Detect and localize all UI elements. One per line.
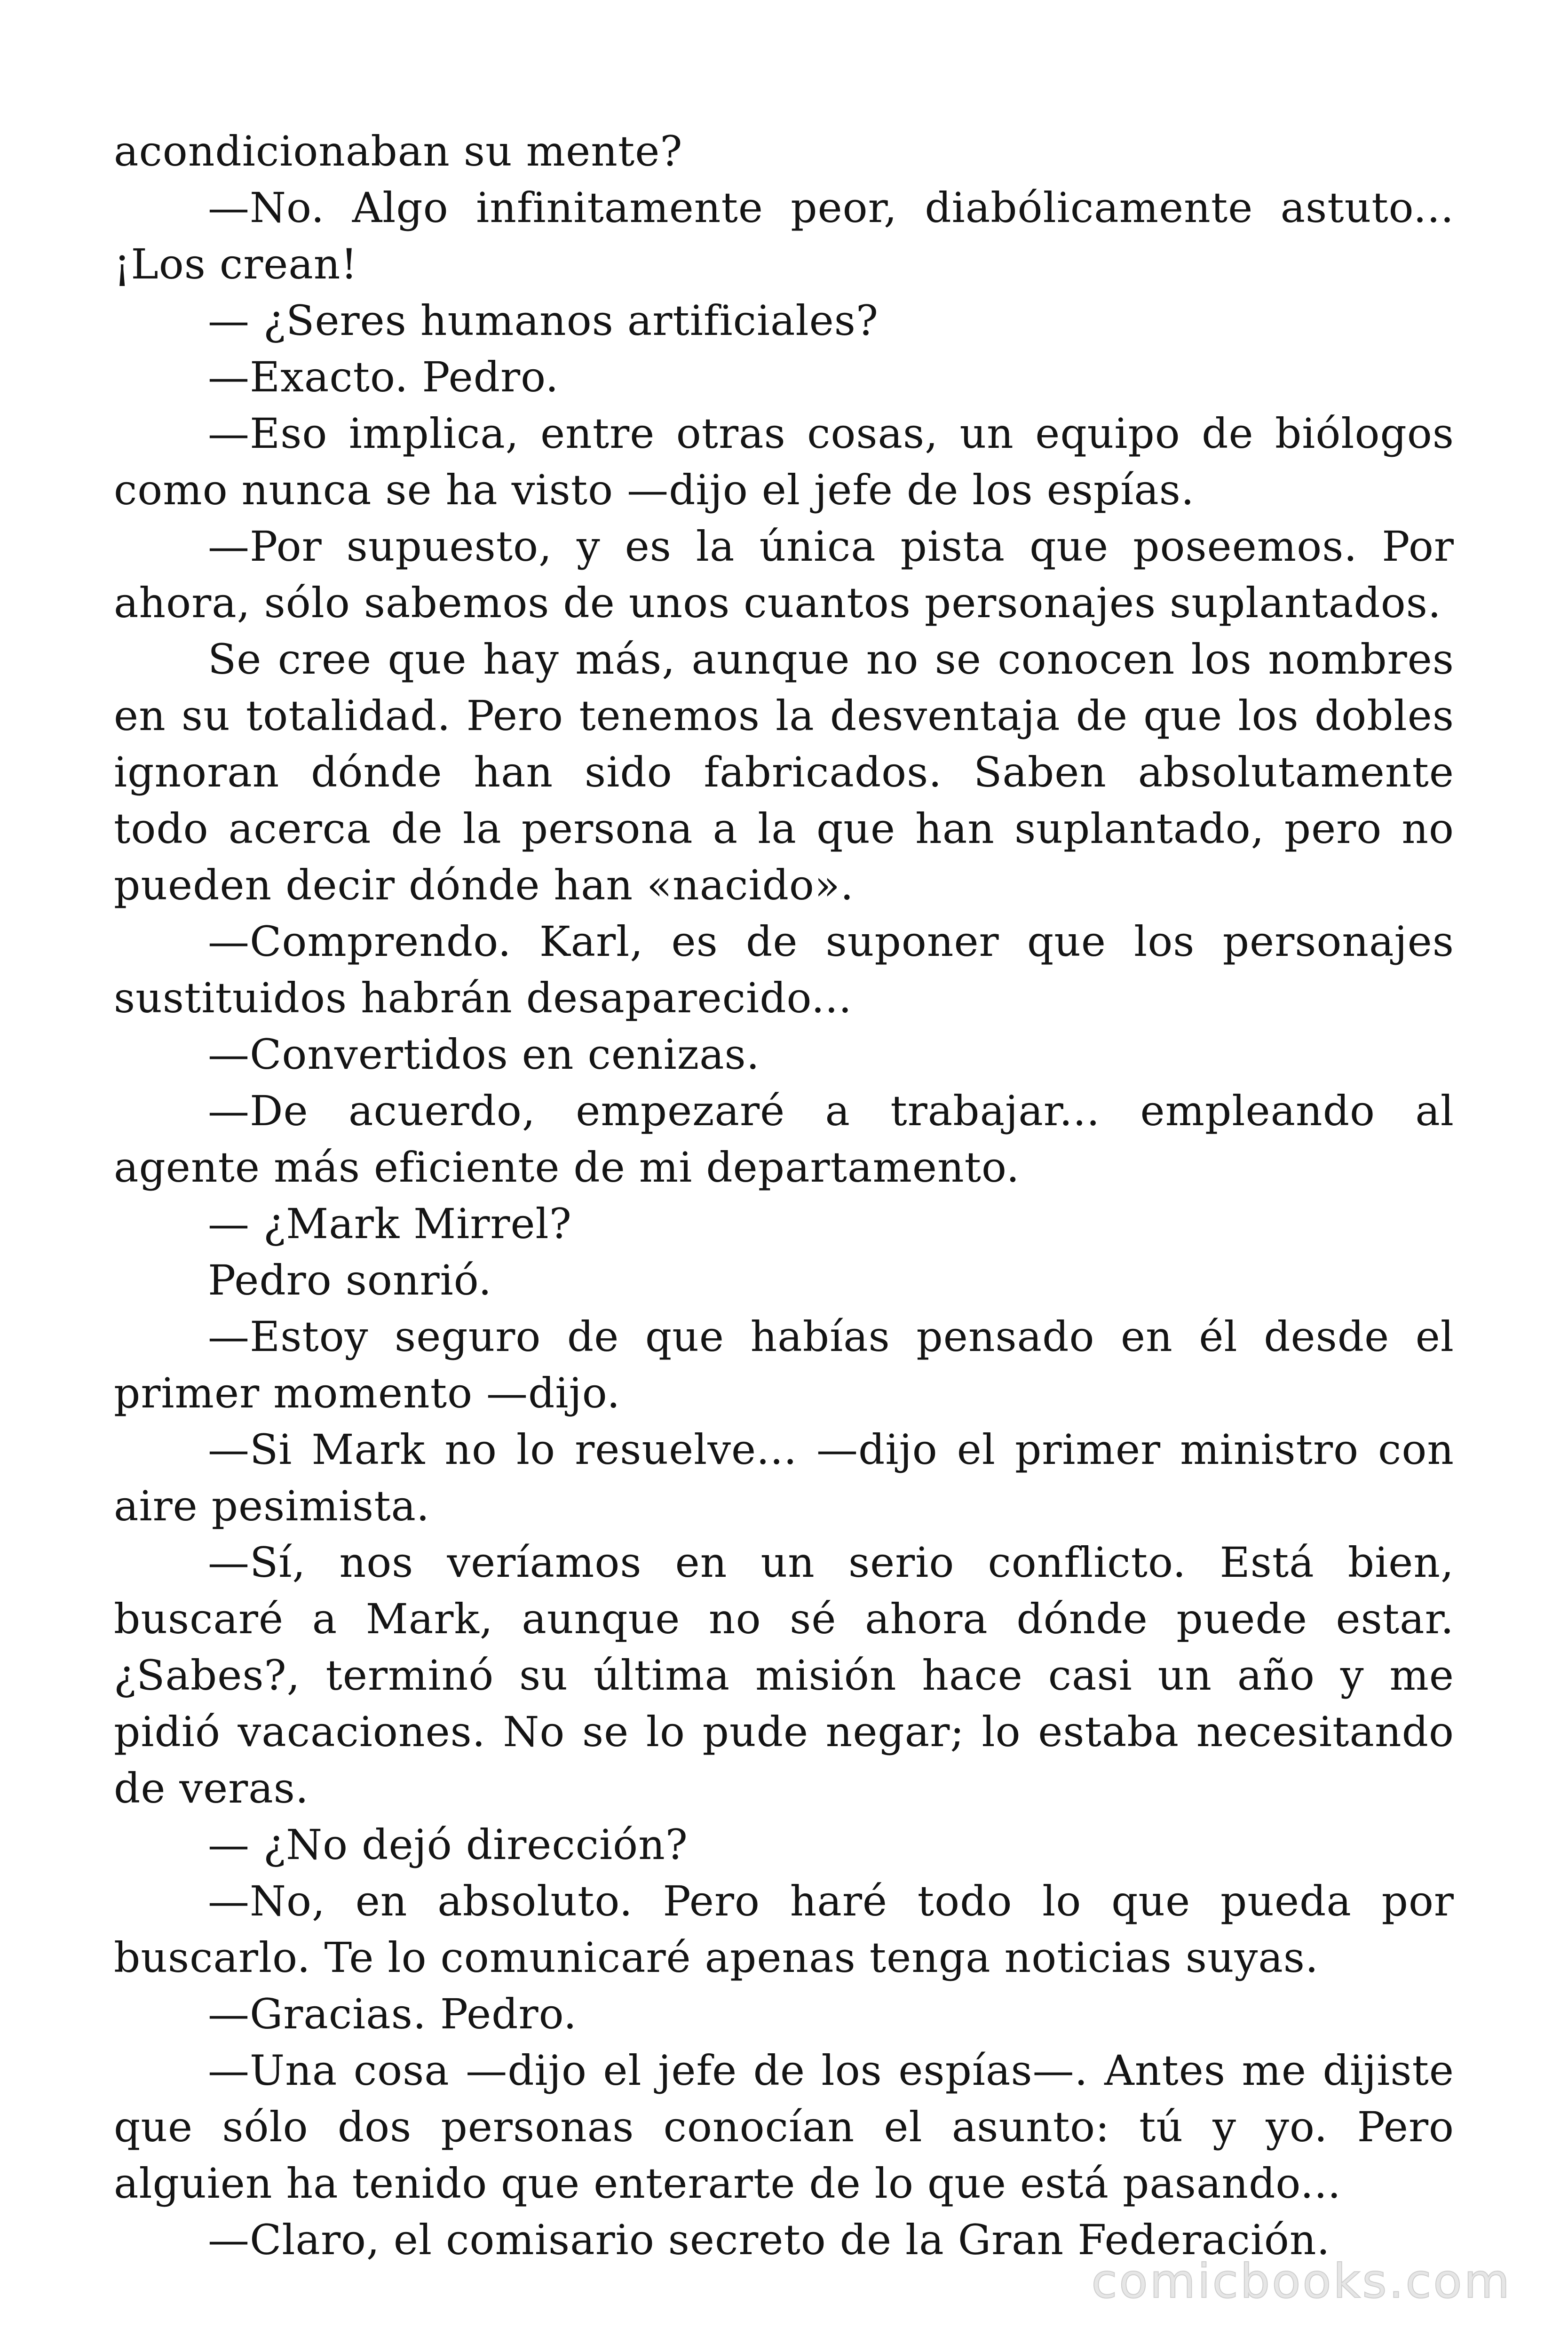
watermark-text: comicbooks.com — [1091, 2254, 1512, 2309]
paragraph-15: —Sí, nos veríamos en un serio conflicto. Está bien, buscaré a Mark, aunque no sé ahora dónde puede estar. ¿Sabes?, terminó su última misión hace casi un año y me pidió vacaciones. No se lo pude negar; lo estaba necesitando de veras. — [114, 1538, 1454, 1812]
paragraph-4: —Exacto. Pedro. — [208, 353, 559, 401]
paragraph-6: —Por supuesto, y es la única pista que poseemos. Por ahora, sólo sabemos de unos cuantos personajes suplantados. — [114, 522, 1454, 627]
paragraph-9: —Convertidos en cenizas. — [208, 1030, 760, 1079]
paragraph-12: Pedro sonrió. — [208, 1256, 492, 1304]
paragraph-20: —Claro, el comisario secreto de la Gran Federación. — [208, 2216, 1330, 2264]
paragraph-14: —Si Mark no lo resuelve... —dijo el primer ministro con aire pesimista. — [114, 1425, 1454, 1530]
paragraph-16: — ¿No dejó dirección? — [208, 1820, 688, 1869]
paragraph-5: —Eso implica, entre otras cosas, un equipo de biólogos como nunca se ha visto —dijo el jefe de los espías. — [114, 409, 1454, 514]
paragraph-18: —Gracias. Pedro. — [208, 1990, 577, 2038]
paragraph-19: —Una cosa —dijo el jefe de los espías—. Antes me dijiste que sólo dos personas conocían el asunto: tú y yo. Pero alguien ha tenido que enterarte de lo que está pasando... — [114, 2046, 1454, 2208]
paragraph-7: Se cree que hay más, aunque no se conocen los nombres en su totalidad. Pero tenemos la desventaja de que los dobles ignoran dónde han sido fabricados. Saben absolutamente todo acerca de la persona a la que han suplantado, pero no pueden decir dónde han «nacido». — [114, 635, 1454, 909]
paragraph-1: acondicionaban su mente? — [114, 127, 683, 175]
paragraph-13: —Estoy seguro de que habías pensado en él desde el primer momento —dijo. — [114, 1312, 1454, 1417]
paragraph-2: —No. Algo infinitamente peor, diabólicamente astuto... ¡Los crean! — [114, 183, 1454, 288]
paragraph-8: —Comprendo. Karl, es de suponer que los personajes sustituidos habrán desaparecido... — [114, 917, 1454, 1022]
paragraph-11: — ¿Mark Mirrel? — [208, 1200, 572, 1248]
paragraph-10: —De acuerdo, empezaré a trabajar... empleando al agente más eficiente de mi departamento. — [114, 1087, 1454, 1192]
paragraph-17: —No, en absoluto. Pero haré todo lo que pueda por buscarlo. Te lo comunicaré apenas tenga noticias suyas. — [114, 1877, 1454, 1982]
book-page-text — [114, 123, 1454, 2268]
paragraph-3: — ¿Seres humanos artificiales? — [208, 296, 879, 345]
